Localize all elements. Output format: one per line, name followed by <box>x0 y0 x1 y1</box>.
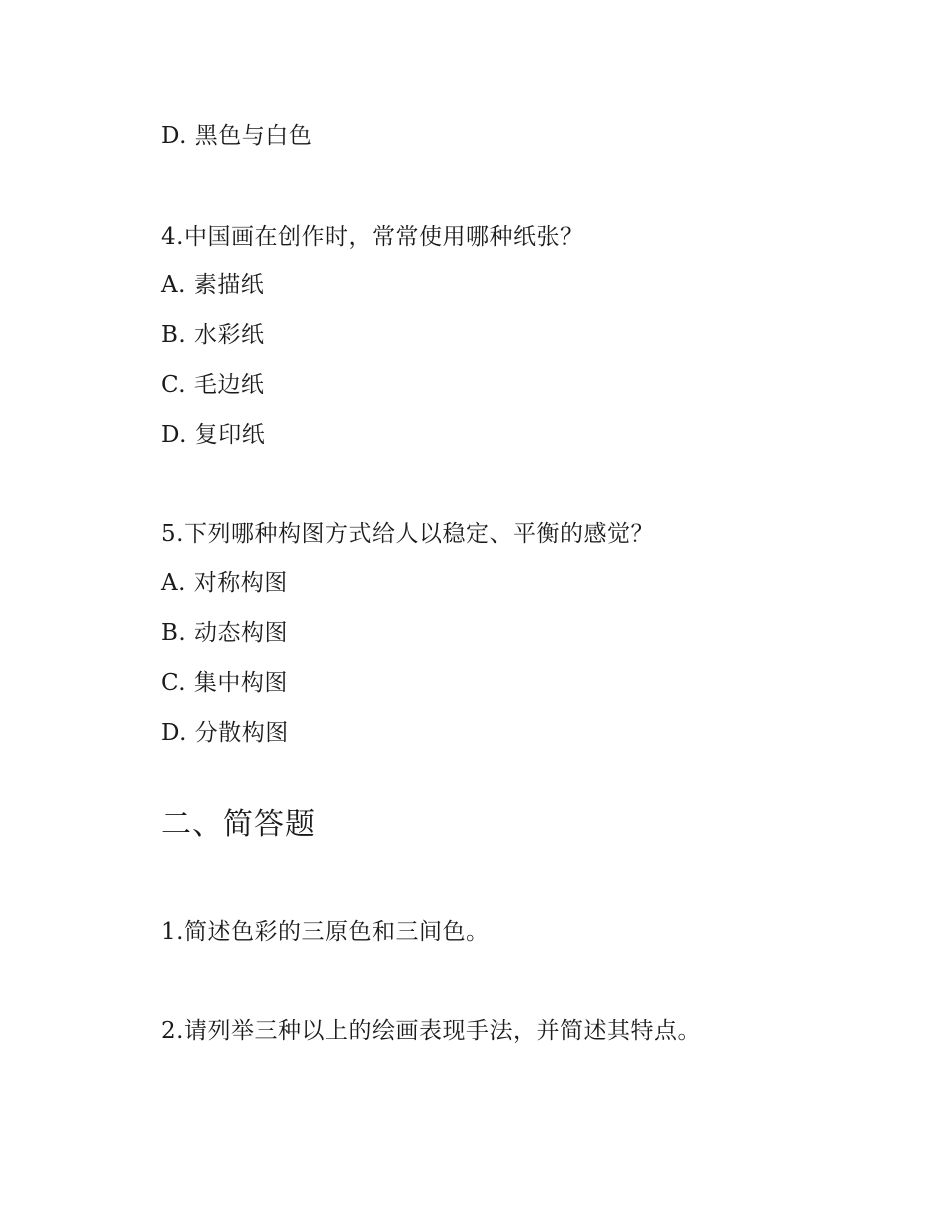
q5-question: 5.下列哪种构图方式给人以稳定、平衡的感觉？ <box>161 521 654 547</box>
q5-option-a: A. 对称构图 <box>161 570 288 596</box>
q4-option-c: C. 毛边纸 <box>161 372 265 398</box>
q5-option-d: D. 分散构图 <box>161 720 289 746</box>
q5-option-b: B. 动态构图 <box>161 620 289 646</box>
section-heading: 二、简答题 <box>161 807 316 842</box>
q5-option-c: C. 集中构图 <box>161 670 288 696</box>
q3-option-d: D. 黑色与白色 <box>161 123 313 149</box>
short-answer-question-1: 1.简述色彩的三原色和三间色。 <box>161 919 490 945</box>
q4-option-b: B. 水彩纸 <box>161 322 265 348</box>
short-answer-question-2: 2.请列举三种以上的绘画表现手法，并简述其特点。 <box>161 1018 701 1044</box>
q4-option-d: D. 复印纸 <box>161 422 266 448</box>
q4-question: 4.中国画在创作时，常常使用哪种纸张？ <box>161 224 584 250</box>
q4-option-a: A. 素描纸 <box>161 272 265 298</box>
